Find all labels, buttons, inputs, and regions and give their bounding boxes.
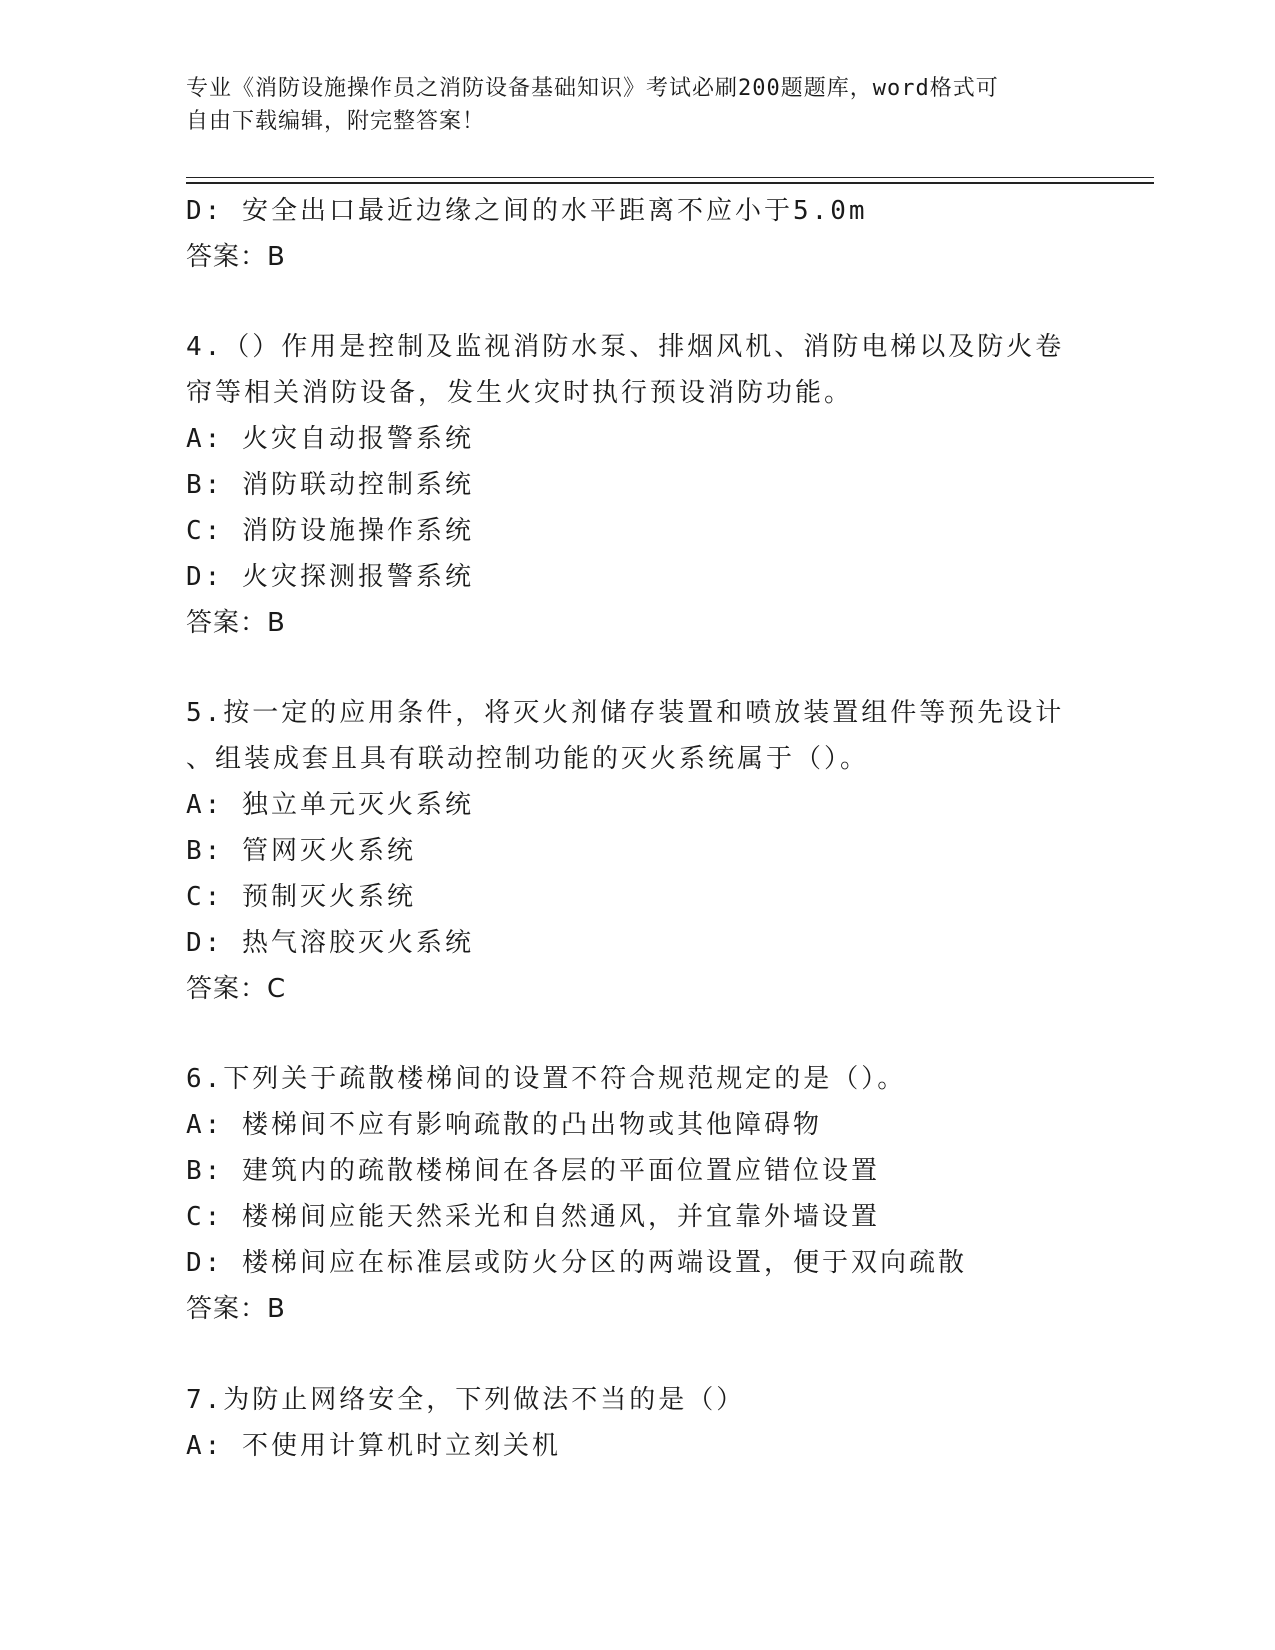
header-divider-thick <box>186 182 1154 184</box>
header-divider-thin <box>186 177 1154 178</box>
option-a: A: 独立单元灭火系统 <box>186 790 474 820</box>
option-b: B: 管网灭火系统 <box>186 836 416 866</box>
option-c: C: 楼梯间应能天然采光和自然通风，并宜靠外墙设置 <box>186 1202 880 1232</box>
option-c: C: 预制灭火系统 <box>186 882 416 912</box>
option-a: A: 火灾自动报警系统 <box>186 424 474 454</box>
question-list <box>186 188 1146 1469</box>
option-c: C: 消防设施操作系统 <box>186 516 474 546</box>
answer: 答案：B <box>186 242 286 272</box>
option-d: D: 火灾探测报警系统 <box>186 562 474 592</box>
document-header <box>186 72 1086 138</box>
question-6 <box>186 1056 1146 1332</box>
option-d: D: 热气溶胶灭火系统 <box>186 928 474 958</box>
option-d: D: 安全出口最近边缘之间的水平距离不应小于5.0m <box>186 196 868 226</box>
answer: 答案：B <box>186 608 286 638</box>
option-d: D: 楼梯间应在标准层或防火分区的两端设置，便于双向疏散 <box>186 1248 967 1278</box>
option-b: B: 消防联动控制系统 <box>186 470 474 500</box>
option-a: A: 不使用计算机时立刻关机 <box>186 1431 561 1461</box>
question-stem: 4.（）作用是控制及监视消防水泵、排烟风机、消防电梯以及防火卷 <box>186 332 1065 362</box>
question-stem-cont: 帘等相关消防设备，发生火灾时执行预设消防功能。 <box>186 378 854 408</box>
answer: 答案：B <box>186 1294 286 1324</box>
question-4 <box>186 324 1146 646</box>
header-line-2: 自由下载编辑，附完整答案！ <box>186 109 486 134</box>
answer: 答案：C <box>186 974 287 1004</box>
option-a: A: 楼梯间不应有影响疏散的凸出物或其他障碍物 <box>186 1110 822 1140</box>
question-5 <box>186 690 1146 1012</box>
question-stem: 6.下列关于疏散楼梯间的设置不符合规范规定的是（）。 <box>186 1064 907 1094</box>
option-b: B: 建筑内的疏散楼梯间在各层的平面位置应错位设置 <box>186 1156 880 1186</box>
question-stem: 5.按一定的应用条件，将灭火剂储存装置和喷放装置组件等预先设计 <box>186 698 1065 728</box>
question-7 <box>186 1377 1146 1469</box>
question-stem: 7.为防止网络安全，下列做法不当的是（） <box>186 1385 746 1415</box>
question-stem-cont: 、组装成套且具有联动控制功能的灭火系统属于（）。 <box>186 744 870 774</box>
question-3-tail <box>186 188 1146 280</box>
header-line-1: 专业《消防设施操作员之消防设备基础知识》考试必刷200题题库，word格式可 <box>186 76 999 101</box>
